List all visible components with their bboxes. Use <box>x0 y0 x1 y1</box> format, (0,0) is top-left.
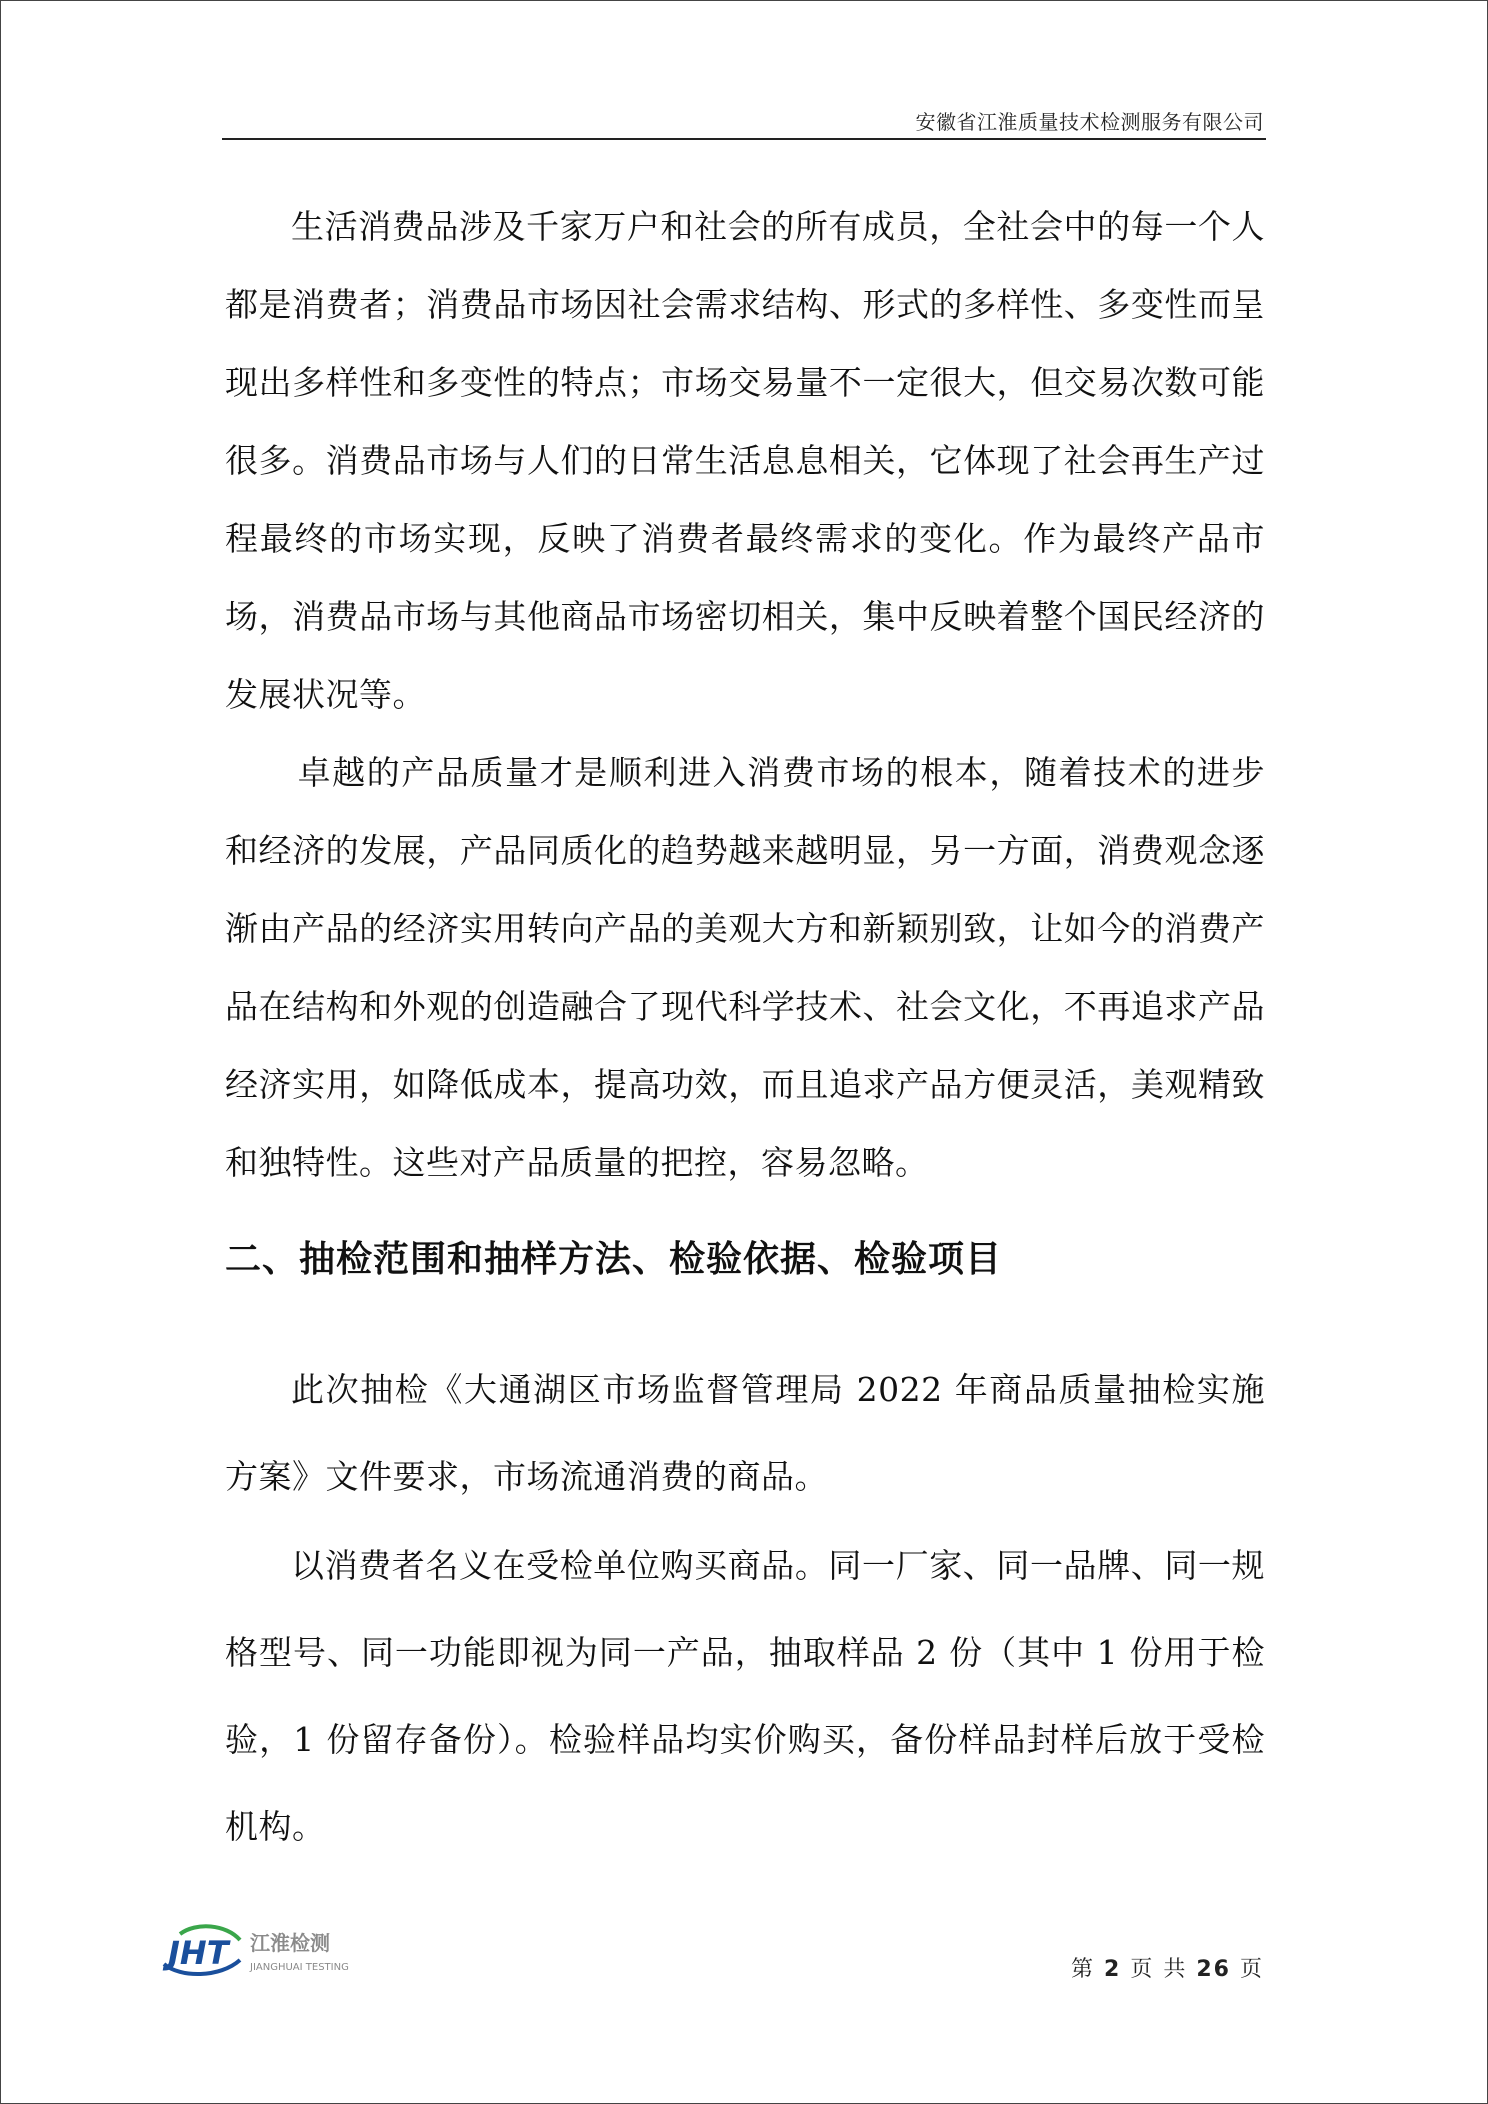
page-middle: 页 共 <box>1130 1957 1188 1982</box>
section-paragraph-2: 以消费者名义在受检单位购买商品。同一厂家、同一品牌、同一规格型号、同一功能即视为同一产品，抽取样品 2 份（其中 1 份用于检验，1 份留存备份）。检验样品均实价购买，备份样品封样后放于受检机构。 <box>225 1546 1265 1846</box>
company-logo <box>160 1920 380 1980</box>
logo-mark: JHT <box>168 1934 229 1972</box>
page-footer <box>160 1920 1270 1990</box>
section-title: 二、抽检范围和抽样方法、检验依据、检验项目 <box>225 1239 1003 1280</box>
page-total: 26 <box>1196 1957 1231 1982</box>
section-paragraph-1: 此次抽检《大通湖区市场监督管理局 2022 年商品质量抽检实施方案》文件要求，市场流通消费的商品。 <box>225 1370 1265 1496</box>
page-current: 2 <box>1104 1957 1122 1982</box>
page-suffix: 页 <box>1239 1957 1264 1982</box>
body-paragraph-1: 生活消费品涉及千家万户和社会的所有成员，全社会中的每一个人都是消费者；消费品市场因社会需求结构、形式的多样性、多变性而呈现出多样性和多变性的特点；市场交易量不一定很大，但交易次数可能很多。消费品市场与人们的日常生活息息相关，它体现了社会再生产过程最终的市场实现，反映了消费者最终需求的变化。作为最终产品市场，消费品市场与其他商品市场密切相关，集中反映着整个国民经济的发展状况等。 <box>225 207 1265 714</box>
header-company-name: 安徽省江淮质量技术检测服务有限公司 <box>915 110 1264 134</box>
page-prefix: 第 <box>1071 1957 1096 1982</box>
logo-cn: 江淮检测 <box>250 1931 330 1955</box>
page-number <box>1071 1952 1264 1983</box>
logo-en: JIANGHUAI TESTING <box>250 1962 349 1973</box>
page-content <box>225 188 1265 1870</box>
body-paragraph-2: 卓越的产品质量才是顺利进入消费市场的根本，随着技术的进步和经济的发展，产品同质化的趋势越来越明显，另一方面，消费观念逐渐由产品的经济实用转向产品的美观大方和新颖别致，让如今的消费产品在结构和外观的创造融合了现代科学技术、社会文化，不再追求产品经济实用，如降低成本，提高功效，而且追求产品方便灵活，美观精致和独特性。这些对产品质量的把控，容易忽略。 <box>225 753 1265 1182</box>
page-header <box>222 100 1266 140</box>
